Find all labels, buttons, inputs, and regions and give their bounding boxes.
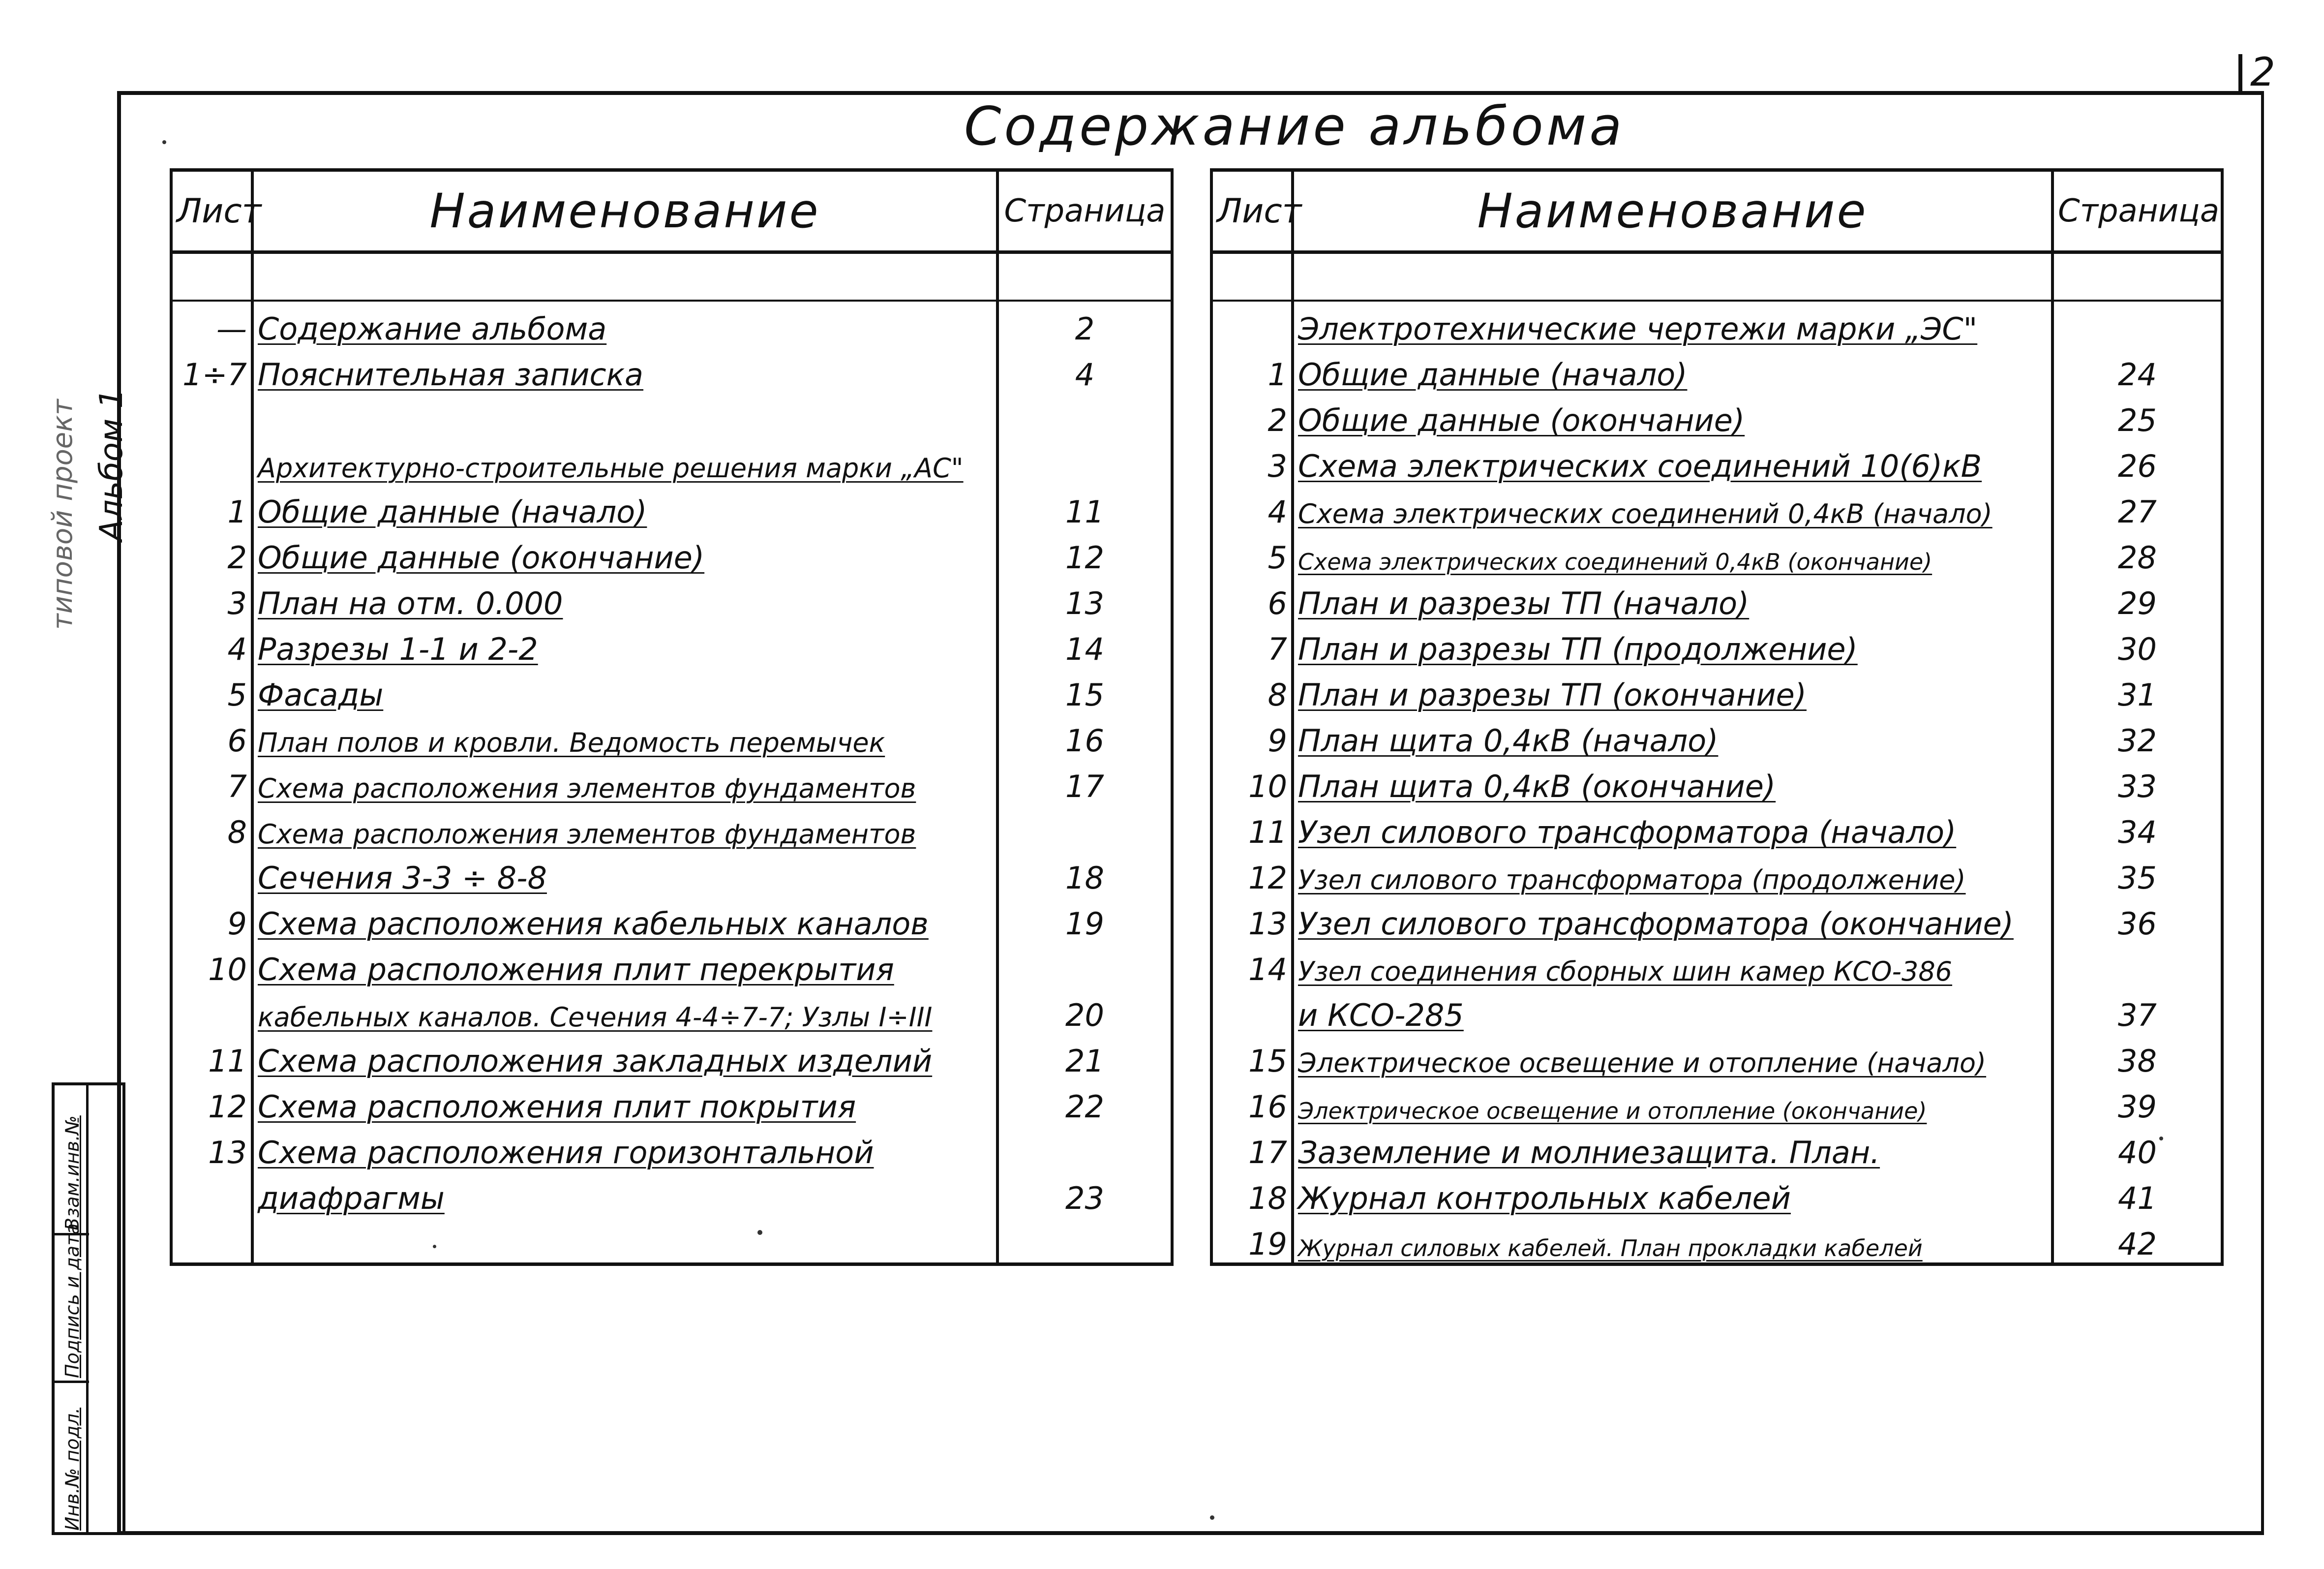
cell-page: 25 <box>2052 393 2222 439</box>
table-row <box>1211 347 2222 393</box>
corner-page-number: 2 <box>2250 49 2275 95</box>
cell-name-text: Схема электрических соединений 0,4кВ (окончание) <box>1298 549 1932 575</box>
cell-name-text: Разрезы 1-1 и 2-2 <box>258 631 538 667</box>
table-row <box>171 347 1172 393</box>
cell-page: 2 <box>997 301 1172 347</box>
cell-page: 31 <box>2052 668 2222 713</box>
table-row <box>171 942 1172 988</box>
cell-sheet <box>1211 301 1293 347</box>
cell-page <box>2052 301 2222 347</box>
stamp-row-line <box>55 1381 89 1383</box>
contents-table-right <box>1210 168 2224 1266</box>
cell-name <box>252 622 997 668</box>
cell-name-text: Узел силового трансформатора (окончание) <box>1298 906 2014 942</box>
table-row <box>171 530 1172 576</box>
cell-page: 11 <box>997 485 1172 530</box>
cell-page: 37 <box>2052 988 2222 1034</box>
cell-name-text: Схема расположения горизонтальной <box>258 1135 874 1170</box>
cell-page: 33 <box>2052 759 2222 805</box>
cell-name-text: Схема электрических соединений 0,4кВ (начало) <box>1298 498 1992 529</box>
table-row <box>171 576 1172 622</box>
cell-sheet: 9 <box>171 896 252 942</box>
table-row <box>171 439 1172 485</box>
cell-sheet: 15 <box>1211 1034 1293 1079</box>
cell-sheet <box>171 851 252 896</box>
table-row <box>171 668 1172 713</box>
cell-page <box>997 1125 1172 1171</box>
cell-page <box>997 393 1172 439</box>
cell-page <box>997 942 1172 988</box>
stamp-label-inv: Инв.№ подл. <box>61 1407 83 1531</box>
table-row <box>1211 668 2222 713</box>
cell-sheet <box>1211 252 1293 301</box>
table-row <box>171 393 1172 439</box>
cell-page: 38 <box>2052 1034 2222 1079</box>
cell-page: 40 <box>2052 1125 2222 1171</box>
cell-name-text: Схема расположения кабельных каналов <box>258 906 929 942</box>
contents-table-left <box>170 168 1174 1266</box>
table-row <box>1211 530 2222 576</box>
cell-page: 15 <box>997 668 1172 713</box>
table-row <box>1211 622 2222 668</box>
cell-name <box>1293 668 2052 713</box>
cell-name <box>252 485 997 530</box>
cell-sheet <box>171 252 252 301</box>
cell-page <box>997 439 1172 485</box>
cell-name <box>252 301 997 347</box>
cell-name-text: Схема расположения плит покрытия <box>258 1089 856 1125</box>
cell-name <box>252 576 997 622</box>
cell-page: 18 <box>997 851 1172 896</box>
cell-name <box>252 530 997 576</box>
cell-name <box>252 439 997 485</box>
cell-page: 17 <box>997 759 1172 805</box>
cell-sheet: 4 <box>171 622 252 668</box>
cell-name <box>252 713 997 759</box>
cell-sheet: 11 <box>1211 805 1293 851</box>
cell-name <box>252 896 997 942</box>
cell-sheet: 5 <box>171 668 252 713</box>
table-row <box>171 1125 1172 1171</box>
cell-name-text: Пояснительная записка <box>258 357 644 393</box>
cell-name-text: Узел соединения сборных шин камер КСО-386 <box>1298 956 1953 987</box>
table-row <box>1211 805 2222 851</box>
cell-sheet: 8 <box>1211 668 1293 713</box>
cell-name-text: Содержание альбома <box>258 311 607 347</box>
cell-sheet <box>171 988 252 1034</box>
cell-name <box>1293 1034 2052 1079</box>
cell-name-text: План щита 0,4кВ (начало) <box>1298 723 1719 759</box>
table-row <box>1211 485 2222 530</box>
cell-name-text: Электротехнические чертежи марки „ЭС" <box>1298 311 1978 347</box>
side-stamp <box>52 1082 125 1535</box>
table-row <box>171 1079 1172 1125</box>
corner-mark <box>2238 54 2242 93</box>
cell-sheet: 13 <box>171 1125 252 1171</box>
cell-name <box>1293 576 2052 622</box>
cell-page: 29 <box>2052 576 2222 622</box>
table-row <box>171 988 1172 1034</box>
scan-speck <box>2159 1137 2163 1140</box>
cell-page: 13 <box>997 576 1172 622</box>
cell-name-text: Узел силового трансформатора (начало) <box>1298 814 1957 850</box>
cell-page: 42 <box>2052 1217 2222 1264</box>
cell-name-text: Сечения 3-3 ÷ 8-8 <box>258 860 547 896</box>
cell-name-text: План полов и кровли. Ведомость перемычек <box>258 727 885 758</box>
cell-sheet: 6 <box>1211 576 1293 622</box>
cell-name <box>252 988 997 1034</box>
cell-sheet: 9 <box>1211 713 1293 759</box>
table-row <box>171 485 1172 530</box>
page-title: Содержание альбома <box>964 96 1625 157</box>
cell-name-text: Узел силового трансформатора (продолжение) <box>1298 864 1966 895</box>
header-page: Страница <box>2052 170 2222 252</box>
table-row <box>1211 1125 2222 1171</box>
cell-page <box>997 1217 1172 1264</box>
cell-name <box>252 851 997 896</box>
cell-sheet <box>171 439 252 485</box>
scan-speck <box>433 1245 436 1248</box>
cell-name <box>1293 252 2052 301</box>
table-row <box>171 851 1172 896</box>
cell-name <box>252 668 997 713</box>
cell-name-text: Журнал силовых кабелей. План прокладки кабелей <box>1298 1235 1923 1261</box>
cell-name <box>1293 805 2052 851</box>
cell-name <box>1293 347 2052 393</box>
cell-sheet: 10 <box>171 942 252 988</box>
cell-sheet <box>171 1217 252 1264</box>
header-name: Наименование <box>252 170 997 252</box>
cell-sheet: 8 <box>171 805 252 851</box>
table-row <box>1211 896 2222 942</box>
album-label: Альбом 1 <box>93 388 130 541</box>
cell-name <box>1293 530 2052 576</box>
cell-sheet <box>171 1171 252 1217</box>
cell-name-text: Схема расположения закладных изделий <box>258 1043 933 1079</box>
cell-sheet: 13 <box>1211 896 1293 942</box>
scan-speck <box>162 140 166 144</box>
cell-page: 34 <box>2052 805 2222 851</box>
header-sheet: Лист <box>171 170 252 252</box>
table-row <box>171 1217 1172 1264</box>
cell-page <box>997 805 1172 851</box>
cell-page: 26 <box>2052 439 2222 485</box>
header-name: Наименование <box>1293 170 2052 252</box>
cell-page: 30 <box>2052 622 2222 668</box>
cell-page: 21 <box>997 1034 1172 1079</box>
table-row <box>171 622 1172 668</box>
cell-sheet: 1÷7 <box>171 347 252 393</box>
cell-name <box>252 252 997 301</box>
table-row <box>171 896 1172 942</box>
cell-name <box>252 1217 997 1264</box>
cell-sheet: 12 <box>171 1079 252 1125</box>
cell-sheet: 6 <box>171 713 252 759</box>
cell-sheet: 12 <box>1211 851 1293 896</box>
table-row <box>171 252 1172 301</box>
table-row <box>1211 759 2222 805</box>
cell-page: 4 <box>997 347 1172 393</box>
cell-name-text: Журнал контрольных кабелей <box>1298 1180 1791 1216</box>
cell-name <box>1293 485 2052 530</box>
stamp-divider <box>86 1085 89 1532</box>
cell-name <box>1293 713 2052 759</box>
cell-page: 23 <box>997 1171 1172 1217</box>
cell-sheet: 16 <box>1211 1079 1293 1125</box>
cell-page: 16 <box>997 713 1172 759</box>
scan-speck <box>757 1230 762 1235</box>
cell-sheet: 14 <box>1211 942 1293 988</box>
cell-name-text: кабельных каналов. Сечения 4-4÷7-7; Узлы I÷III <box>258 1002 933 1033</box>
cell-name-text: Общие данные (начало) <box>258 494 647 530</box>
table-row <box>1211 1034 2222 1079</box>
cell-page: 36 <box>2052 896 2222 942</box>
cell-page <box>2052 942 2222 988</box>
cell-name-text: диафрагмы <box>258 1180 445 1216</box>
cell-name <box>1293 1217 2052 1264</box>
cell-sheet <box>1211 988 1293 1034</box>
cell-name <box>1293 1125 2052 1171</box>
table-row <box>1211 988 2222 1034</box>
cell-sheet: 2 <box>171 530 252 576</box>
cell-name-text: План щита 0,4кВ (окончание) <box>1298 769 1776 804</box>
table-header <box>171 170 1172 252</box>
table-row <box>171 805 1172 851</box>
project-label-faint: типовой проект <box>47 399 79 630</box>
cell-sheet: 7 <box>171 759 252 805</box>
table-row <box>171 713 1172 759</box>
header-page: Страница <box>997 170 1172 252</box>
table-row <box>1211 439 2222 485</box>
cell-sheet: 10 <box>1211 759 1293 805</box>
table-row <box>171 759 1172 805</box>
table-row <box>1211 942 2222 988</box>
cell-name-text: Схема расположения элементов фундаментов <box>258 819 916 850</box>
cell-page <box>2052 252 2222 301</box>
cell-name-text: Схема расположения плит перекрытия <box>258 952 894 987</box>
cell-sheet: 4 <box>1211 485 1293 530</box>
cell-sheet: 3 <box>171 576 252 622</box>
cell-page: 39 <box>2052 1079 2222 1125</box>
stamp-label-signature: Подпись и дата <box>61 1223 83 1378</box>
cell-name-text: Фасады <box>258 677 384 713</box>
cell-page: 32 <box>2052 713 2222 759</box>
cell-name-text: Электрическое освещение и отопление (окончание) <box>1298 1098 1927 1124</box>
table-row <box>1211 301 2222 347</box>
cell-page: 35 <box>2052 851 2222 896</box>
cell-sheet: 5 <box>1211 530 1293 576</box>
cell-name <box>1293 988 2052 1034</box>
stamp-label-replace: Взам.инв.№ <box>61 1115 83 1231</box>
table-header <box>1211 170 2222 252</box>
cell-name <box>1293 622 2052 668</box>
cell-page: 28 <box>2052 530 2222 576</box>
cell-sheet: 18 <box>1211 1171 1293 1217</box>
table-row <box>1211 576 2222 622</box>
table-row <box>1211 252 2222 301</box>
cell-page: 12 <box>997 530 1172 576</box>
cell-sheet: — <box>171 301 252 347</box>
cell-name <box>1293 942 2052 988</box>
cell-sheet: 3 <box>1211 439 1293 485</box>
cell-page: 22 <box>997 1079 1172 1125</box>
cell-name-text: План и разрезы ТП (начало) <box>1298 585 1750 621</box>
scan-speck <box>1210 1515 1214 1520</box>
table-row <box>171 301 1172 347</box>
cell-sheet: 19 <box>1211 1217 1293 1264</box>
cell-name <box>252 942 997 988</box>
cell-name <box>1293 1171 2052 1217</box>
cell-page <box>997 252 1172 301</box>
header-sheet: Лист <box>1211 170 1293 252</box>
cell-name <box>1293 301 2052 347</box>
cell-page: 24 <box>2052 347 2222 393</box>
cell-sheet: 11 <box>171 1034 252 1079</box>
table-row <box>1211 393 2222 439</box>
cell-name <box>1293 393 2052 439</box>
cell-name-text: Электрическое освещение и отопление (начало) <box>1298 1047 1987 1078</box>
cell-name <box>252 347 997 393</box>
cell-page: 14 <box>997 622 1172 668</box>
table-row <box>1211 1217 2222 1264</box>
cell-name-text: План на отм. 0.000 <box>258 585 563 621</box>
cell-name-text: Общие данные (начало) <box>1298 357 1688 393</box>
cell-name <box>252 1125 997 1171</box>
cell-name <box>252 759 997 805</box>
cell-name-text: Общие данные (окончание) <box>258 540 705 576</box>
cell-name <box>1293 1079 2052 1125</box>
cell-sheet <box>171 393 252 439</box>
cell-name-text: Схема расположения элементов фундаментов <box>258 773 916 804</box>
cell-name <box>252 1079 997 1125</box>
cell-page: 27 <box>2052 485 2222 530</box>
cell-sheet: 2 <box>1211 393 1293 439</box>
cell-name <box>1293 759 2052 805</box>
table-row <box>171 1171 1172 1217</box>
cell-name-text: План и разрезы ТП (продолжение) <box>1298 631 1858 667</box>
table-row <box>1211 1171 2222 1217</box>
cell-page: 19 <box>997 896 1172 942</box>
cell-name-text: Общие данные (окончание) <box>1298 402 1745 438</box>
cell-name <box>1293 851 2052 896</box>
table-row <box>1211 851 2222 896</box>
table-row <box>171 1034 1172 1079</box>
cell-name-text: План и разрезы ТП (окончание) <box>1298 677 1807 713</box>
cell-name-text: Архитектурно-строительные решения марки „АС" <box>258 453 964 484</box>
cell-name <box>252 393 997 439</box>
cell-name <box>1293 439 2052 485</box>
cell-name-text: Схема электрических соединений 10(6)кВ <box>1298 448 1982 484</box>
table-row <box>1211 713 2222 759</box>
cell-name <box>1293 896 2052 942</box>
cell-sheet: 1 <box>1211 347 1293 393</box>
cell-name <box>252 805 997 851</box>
cell-sheet: 17 <box>1211 1125 1293 1171</box>
cell-name <box>252 1171 997 1217</box>
cell-sheet: 1 <box>171 485 252 530</box>
cell-sheet: 7 <box>1211 622 1293 668</box>
cell-page: 20 <box>997 988 1172 1034</box>
cell-name-text: Заземление и молниезащита. План. <box>1298 1135 1880 1170</box>
cell-name <box>252 1034 997 1079</box>
table-row <box>1211 1079 2222 1125</box>
cell-page: 41 <box>2052 1171 2222 1217</box>
cell-name-text: и КСО-285 <box>1298 997 1464 1033</box>
